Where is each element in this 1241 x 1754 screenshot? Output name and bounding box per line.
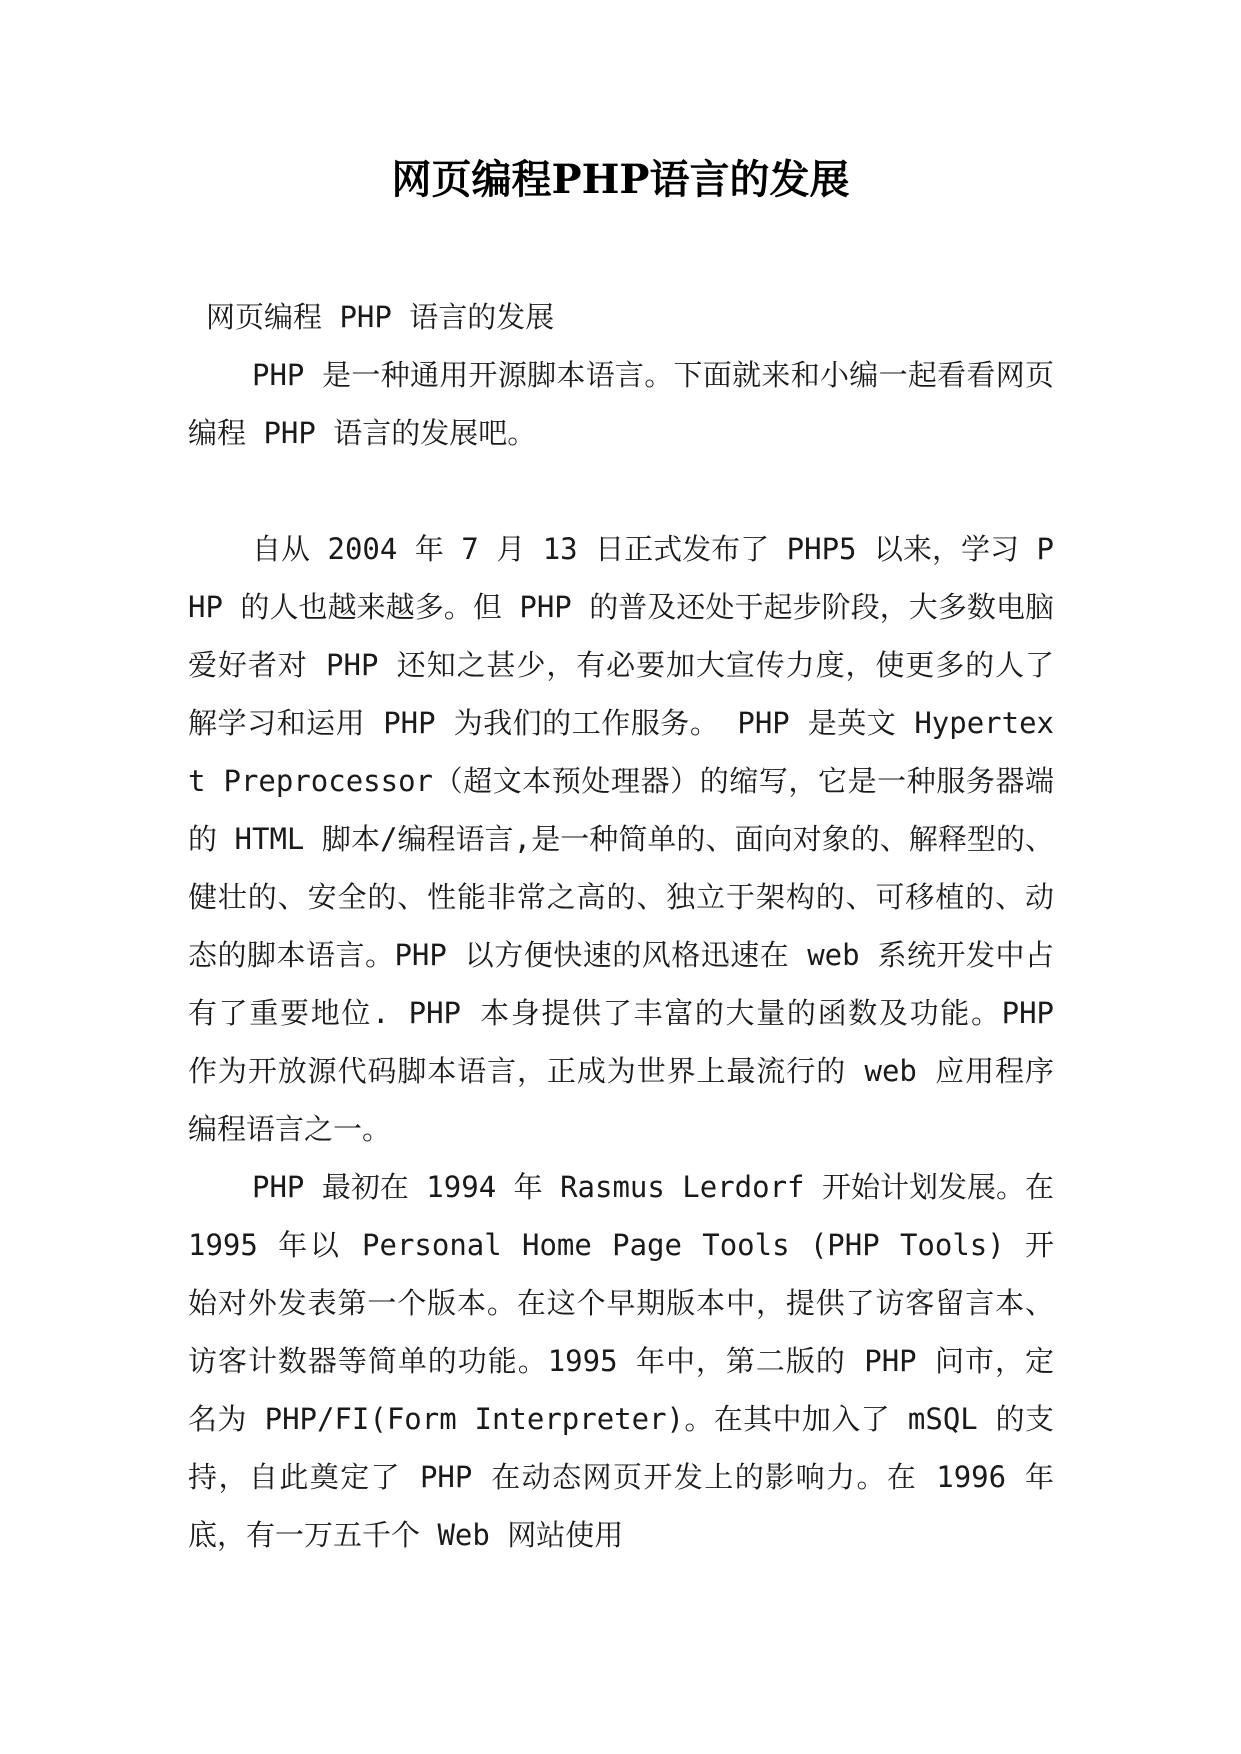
document-subtitle: 网页编程 PHP 语言的发展 [206, 300, 555, 334]
body-paragraph-2: PHP 最初在 1994 年 Rasmus Lerdorf 开始计划发展。在 1995 年以 Personal Home Page Tools (PHP Tools) 开始对外发表第一个版本。在这个早期版本中，提供了访客留言本、访客计数器等简单的功能。1995 年中，第二版的 PHP 问市，定名为 PHP/FI(Form Interpreter)。在其中加入了 mSQL 的支持，自此奠定了 PHP 在动态网页开发上的影响力。在 1996 年底，有一万五千个 Web 网站使用 [188, 1170, 1054, 1552]
document-title: 网页编程PHP语言的发展 [391, 156, 850, 203]
paragraph-spacer [188, 462, 1054, 520]
body-paragraph-1: 自从 2004 年 7 月 13 日正式发布了 PHP5 以来，学习 PHP 的人也越来越多。但 PHP 的普及还处于起步阶段，大多数电脑爱好者对 PHP 还知之甚少，有必要加大宣传力度，使更多的人了解学习和运用 PHP 为我们的工作服务。 PHP 是英文 Hypertext Preprocessor（超文本预处理器）的缩写，它是一种服务器端的 HTML 脚本/编程语言,是一种简单的、面向对象的、解释型的、健壮的、安全的、性能非常之高的、独立于架构的、可移植的、动态的脚本语言。PHP 以方便快速的风格迅速在 web 系统开发中占有了重要地位. PHP 本身提供了丰富的大量的函数及功能。PHP 作为开放源代码脚本语言，正成为世界上最流行的 web 应用程序编程语言之一。 [188, 532, 1054, 1146]
document-body [188, 288, 1054, 1564]
intro-paragraph: PHP 是一种通用开源脚本语言。下面就来和小编一起看看网页编程 PHP 语言的发展吧。 [188, 358, 1054, 450]
